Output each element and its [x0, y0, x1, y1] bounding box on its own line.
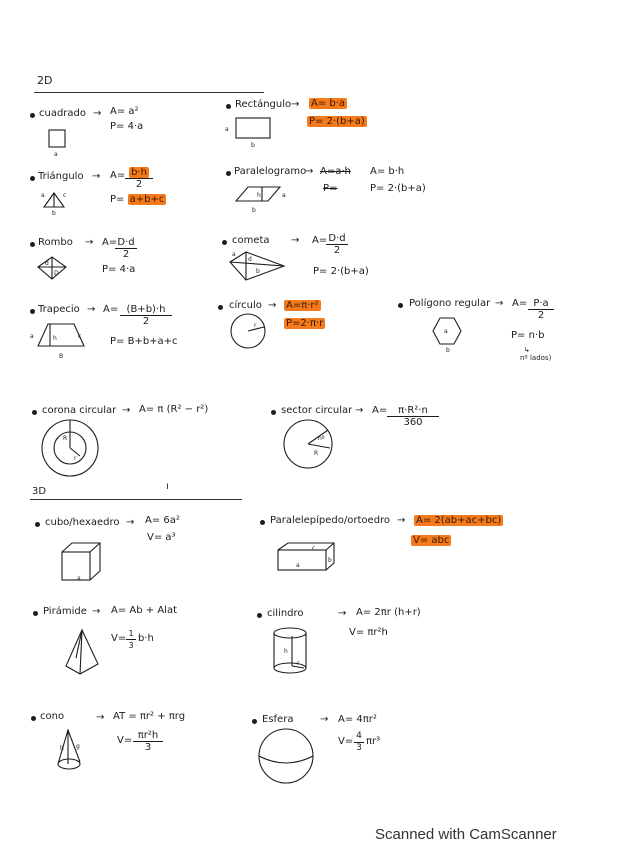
esfera-volume: πr³ — [366, 736, 381, 747]
scanner-watermark: Scanned with CamScanner — [375, 826, 557, 843]
svg-text:a: a — [232, 251, 236, 258]
cubo-area: A= 6a² — [145, 515, 180, 526]
piramide-name: Pirámide — [43, 606, 87, 617]
svg-text:b: b — [252, 207, 256, 214]
svg-text:b: b — [446, 347, 450, 354]
svg-text:a: a — [54, 151, 58, 158]
annulus-figure — [38, 418, 102, 480]
rect-label-a: a — [225, 126, 229, 133]
pyramid-figure — [62, 628, 102, 678]
cometa-perimeter: P= 2·(b+a) — [313, 266, 369, 277]
svg-text:R: R — [314, 450, 319, 457]
bullet — [252, 719, 257, 724]
paralelogramo-perimeter: P= 2·(b+a) — [370, 183, 426, 194]
bullet — [31, 716, 36, 721]
esfera-area: A= 4πr² — [338, 714, 377, 725]
circulo-area: A=π·r² — [286, 300, 319, 311]
cone-figure — [50, 728, 90, 778]
bullet — [260, 520, 265, 525]
svg-text:R: R — [63, 435, 68, 442]
svg-text:r: r — [297, 660, 300, 667]
svg-text:a: a — [41, 192, 45, 199]
poligono-note: nº lados) — [520, 354, 552, 362]
bullet — [30, 176, 35, 181]
cube-figure — [58, 540, 108, 586]
circulo-name: círculo — [229, 300, 262, 311]
square-figure — [47, 128, 69, 158]
svg-text:D: D — [54, 270, 59, 277]
corona-name: corona circular — [42, 405, 117, 416]
rombo-perimeter: P= 4·a — [102, 264, 136, 275]
bullet — [222, 240, 227, 245]
svg-text:a: a — [282, 192, 286, 199]
bullet — [30, 242, 35, 247]
esfera-name: Esfera — [262, 714, 294, 725]
poligono-name: Polígono regular — [409, 298, 491, 309]
rhombus-figure — [36, 255, 72, 285]
sector-figure — [278, 418, 338, 472]
rect-label-b: b — [251, 142, 255, 149]
svg-text:h: h — [53, 335, 57, 342]
svg-text:b: b — [256, 268, 260, 275]
svg-text:nº: nº — [318, 435, 325, 442]
cilindro-name: cilindro — [267, 608, 304, 619]
svg-text:b: b — [52, 210, 56, 217]
bullet — [30, 113, 35, 118]
cylinder-figure — [270, 626, 314, 678]
ortoedro-name: Paralelepípedo/ortoedro — [270, 515, 391, 526]
cubo-name: cubo/hexaedro — [45, 517, 120, 528]
bullet — [30, 309, 35, 314]
svg-text:h: h — [284, 648, 288, 655]
rectangulo-area: A= b·a — [311, 98, 346, 109]
triangulo-name: Triángulo — [38, 171, 84, 182]
svg-text:b: b — [328, 557, 332, 564]
svg-text:a: a — [444, 328, 448, 335]
hexagon-figure — [430, 314, 466, 354]
paralelogramo-area: A= b·h — [370, 166, 405, 177]
rectangle-figure — [222, 114, 278, 150]
svg-text:B: B — [59, 353, 64, 360]
circulo-perimeter: P=2·π·r — [286, 318, 324, 329]
section-2d-rule — [34, 92, 264, 93]
section-3d-rule — [30, 499, 242, 500]
parallelogram-figure — [232, 183, 296, 215]
cono-volume: πr²h — [137, 730, 159, 741]
section-2d-title: 2D — [37, 74, 53, 87]
cuadrado-perimeter: P= 4·a — [110, 121, 144, 132]
rectangulo-name: Rectángulo — [235, 99, 292, 110]
svg-text:h: h — [257, 192, 261, 199]
svg-text:r: r — [74, 455, 77, 462]
cilindro-area: A= 2πr (h+r) — [356, 607, 421, 618]
trapecio-perimeter: P= B+b+a+c — [110, 336, 178, 347]
cilindro-volume: V= πr²h — [349, 627, 388, 638]
bullet — [32, 410, 37, 415]
bullet — [271, 410, 276, 415]
svg-text:a: a — [296, 562, 300, 569]
paralelogramo-name: Paralelogramo — [234, 166, 307, 177]
poligono-perimeter: P= n·b — [511, 330, 545, 341]
rombo-name: Rombo — [38, 237, 73, 248]
triangle-figure — [40, 187, 70, 217]
svg-text:d: d — [248, 256, 252, 263]
svg-text:h: h — [60, 745, 64, 752]
sphere-figure — [254, 726, 318, 786]
bullet — [226, 171, 231, 176]
svg-text:c: c — [78, 333, 82, 340]
trapezoid-figure — [28, 318, 94, 364]
rectangulo-perimeter: P= 2·(b+a) — [309, 116, 365, 127]
svg-text:d: d — [45, 260, 49, 267]
notes-page: 2D cuadrado → A= a² P= 4·a a Rectángulo → A= b·a P= 2·(b+a) a b Triángulo → A= b·h 2 P= a+b+c a c b Paralelogramo → A=a·h A= b·h P= P= 2·(b+a) h a b Rombo → A= D·d 2 P= 4·a d D cometa → A= D·d 2 P= 2·(b+a) a d b Trapecio → A= (B+b)·h 2 P= B+b+a+c a h c B círculo → A=π·r² P=2·π·r r Polígono regular → A= P·a 2 P= n·b ↳ nº lados) a b corona circular → A= π (R² − r²) R r sector circular → A= π·R²·n 360 nº R 3D ı cubo/hexaedro → A= 6a² V= a³ a Paralelepípedo/ortoedro → A= 2(ab+ac+bc) V= abc c a b Pirámide → A= Ab + Alat V= 1 3 b·h cilindro → A= 2πr (h+r) V= πr²h h r cono → AT = πr² + πrg V= πr²h 3 h g Esfera → A= 4πr² V= 4 3 πr³ Scanned with CamScanner — [30, 74, 557, 843]
triangulo-perimeter: a+b+c — [129, 194, 165, 205]
svg-text:r: r — [254, 322, 257, 329]
cono-area: AT = πr² + πrg — [113, 711, 186, 722]
cuadrado-name: cuadrado — [39, 108, 87, 119]
svg-text:g: g — [76, 743, 80, 750]
piramide-area: A= Ab + Alat — [111, 605, 177, 616]
paralelogramo-area-crossed: A=a·h — [320, 166, 351, 177]
circle-figure — [228, 312, 272, 352]
bullet — [226, 104, 231, 109]
ortoedro-area: A= 2(ab+ac+bc) — [416, 515, 502, 526]
corona-area: A= π (R² − r²) — [139, 404, 209, 415]
bullet — [257, 613, 262, 618]
cometa-name: cometa — [232, 235, 270, 246]
svg-text:a: a — [30, 333, 34, 340]
bullet — [33, 611, 38, 616]
svg-text:a: a — [77, 575, 81, 582]
piramide-volume: b·h — [138, 633, 154, 644]
cuboid-figure — [276, 540, 340, 576]
bullet — [218, 305, 223, 310]
sector-name: sector circular — [281, 405, 353, 416]
cubo-volume: V= a³ — [147, 532, 176, 543]
section-3d-title: 3D — [32, 486, 47, 497]
cono-name: cono — [40, 711, 65, 722]
kite-figure — [226, 248, 290, 286]
svg-text:c: c — [63, 192, 67, 199]
triangulo-area-frac: b·h 2 — [125, 167, 153, 190]
svg-text:c: c — [312, 545, 316, 552]
trapecio-name: Trapecio — [38, 304, 80, 315]
cuadrado-area: A= a² — [110, 106, 139, 117]
bullet — [35, 522, 40, 527]
bullet — [398, 303, 403, 308]
ortoedro-volume: V= abc — [413, 535, 450, 546]
